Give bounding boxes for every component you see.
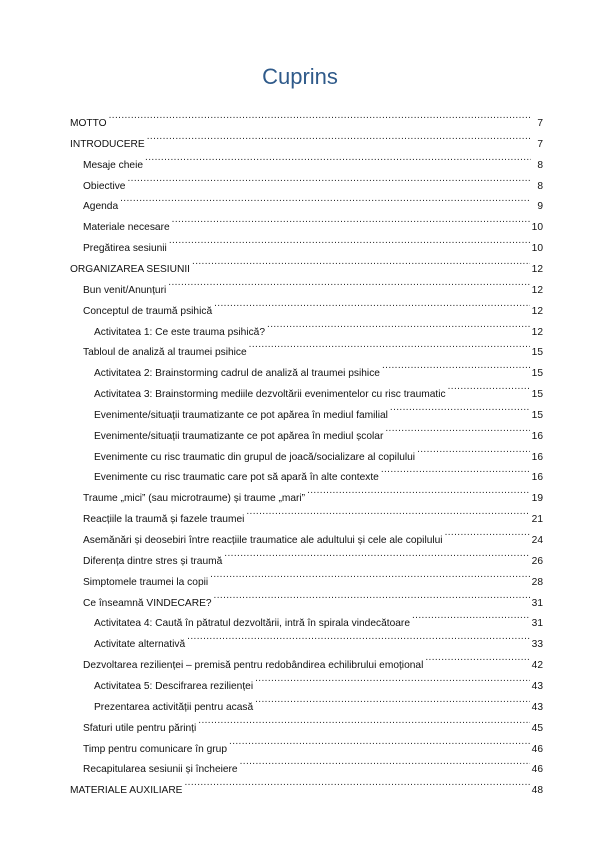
toc-dot-leader	[240, 756, 530, 772]
toc-entry-label: Sfaturi utile pentru părinți	[83, 722, 197, 734]
toc-entry-page-number: 28	[531, 576, 543, 588]
toc-entry[interactable]	[83, 715, 543, 734]
toc-entry[interactable]	[94, 423, 543, 442]
toc-entry-page-number: 15	[531, 368, 543, 380]
toc-entry-page-number: 45	[531, 722, 543, 734]
toc-entry-page-number: 16	[531, 472, 543, 484]
toc-entry-page-number: 21	[531, 514, 543, 526]
toc-dot-leader	[147, 131, 531, 147]
toc-entry-page-number: 12	[531, 284, 543, 296]
toc-entry-page-number: 43	[531, 680, 543, 692]
toc-dot-leader	[267, 319, 530, 335]
toc-entry-page-number: 19	[531, 493, 543, 505]
toc-entry-page-number: 12	[531, 263, 543, 275]
toc-entry[interactable]	[70, 256, 543, 275]
toc-entry[interactable]	[94, 444, 543, 463]
toc-entry-label: Simptomele traumei la copii	[83, 576, 209, 588]
toc-entry-label: Tabloul de analiză al traumei psihice	[83, 347, 247, 359]
toc-dot-leader	[385, 423, 529, 439]
toc-entry[interactable]	[94, 631, 543, 651]
toc-entry[interactable]	[70, 110, 543, 129]
toc-entry[interactable]	[94, 610, 543, 630]
toc-entry-label: Activitatea 2: Brainstorming cadrul de analiză al traumei psihice	[94, 368, 380, 380]
toc-entry-label: Asemănări și deosebiri între reacțiile traumatice ale adultului și cele ale copilului	[83, 535, 443, 546]
toc-entry-label: Agenda	[83, 201, 119, 213]
toc-entry-page-number: 9	[537, 201, 543, 213]
toc-entry[interactable]	[83, 756, 543, 776]
toc-entry-page-number: 8	[537, 159, 543, 171]
toc-entry-page-number: 15	[531, 347, 543, 359]
toc-dot-leader	[169, 235, 530, 251]
toc-entry-label: Traume „mici” (sau microtraume) și traume „mari”	[83, 493, 306, 505]
toc-dot-leader	[382, 360, 530, 376]
toc-entry[interactable]	[94, 673, 543, 692]
toc-dot-leader	[448, 381, 530, 397]
toc-entry[interactable]	[83, 506, 543, 526]
toc-entry-label: MATERIALE AUXILIARE	[70, 785, 183, 797]
toc-entry[interactable]	[83, 485, 543, 505]
toc-dot-leader	[127, 173, 531, 189]
toc-entry[interactable]	[83, 652, 543, 672]
toc-entry-label: Evenimente/situații traumatizante ce pot apărea în mediul familial	[94, 409, 388, 421]
toc-dot-leader	[445, 527, 530, 543]
toc-entry-label: Recapitularea sesiunii și încheiere	[83, 764, 238, 776]
toc-entry[interactable]	[83, 339, 543, 359]
toc-dot-leader	[249, 339, 530, 355]
toc-entry[interactable]	[94, 464, 543, 484]
toc-entry-label: MOTTO	[70, 118, 107, 129]
toc-entry-page-number: 43	[531, 701, 543, 713]
toc-dot-leader	[172, 214, 530, 230]
toc-entry-label: Timp pentru comunicare în grup	[83, 743, 228, 755]
toc-entry[interactable]	[83, 235, 543, 255]
toc-entry[interactable]	[94, 402, 543, 421]
toc-entry[interactable]	[83, 298, 543, 317]
toc-entry[interactable]	[83, 548, 543, 567]
toc-dot-leader	[214, 590, 530, 606]
toc-entry-label: Activitate alternativă	[94, 639, 186, 651]
toc-dot-leader	[255, 694, 530, 710]
toc-entry[interactable]	[83, 527, 543, 546]
toc-entry-page-number: 10	[531, 222, 543, 234]
toc-entry[interactable]	[94, 319, 543, 338]
toc-dot-leader	[224, 548, 529, 564]
toc-entry-label: Evenimente cu risc traumatic din grupul de joacă/socializare al copilului	[94, 451, 416, 463]
toc-entry-page-number: 12	[531, 326, 543, 338]
toc-entry-label: INTRODUCERE	[70, 138, 145, 150]
toc-entry-label: Pregătirea sesiunii	[83, 243, 167, 255]
toc-entry-page-number: 15	[531, 409, 543, 421]
toc-dot-leader	[145, 152, 531, 168]
toc-entry-page-number: 10	[531, 243, 543, 255]
toc-entry-page-number: 42	[531, 660, 543, 672]
toc-entry[interactable]	[83, 569, 543, 588]
toc-entry[interactable]	[83, 590, 543, 609]
toc-dot-leader	[109, 110, 531, 126]
toc-entry-page-number: 26	[531, 555, 543, 567]
toc-entry-page-number: 15	[531, 389, 543, 401]
toc-entry-label: Evenimente cu risc traumatic care pot să apară în alte contexte	[94, 472, 379, 484]
toc-entry-label: ORGANIZAREA SESIUNII	[70, 263, 191, 275]
toc-dot-leader	[229, 736, 530, 752]
toc-dot-leader	[307, 485, 530, 501]
toc-entry-page-number: 31	[531, 597, 543, 609]
toc-entry-page-number: 33	[531, 639, 543, 651]
toc-entry[interactable]	[83, 736, 543, 755]
toc-dot-leader	[417, 444, 530, 460]
toc-dot-leader	[214, 298, 530, 314]
toc-dot-leader	[198, 715, 529, 731]
toc-entry-label: Activitatea 5: Descifrarea rezilienței	[94, 680, 254, 692]
toc-entry-label: Diferența dintre stres și traumă	[83, 555, 223, 567]
toc-dot-leader	[390, 402, 530, 418]
toc-entry[interactable]	[83, 193, 543, 213]
toc-entry-label: Prezentarea activității pentru acasă	[94, 701, 254, 713]
toc-entry-page-number: 16	[531, 430, 543, 442]
toc-dot-leader	[255, 673, 530, 689]
toc-entry-page-number: 7	[537, 118, 543, 129]
toc-entry-label: Activitatea 3: Brainstorming mediile dezvoltării evenimentelor cu risc traumatic	[94, 389, 446, 401]
toc-entry[interactable]	[94, 360, 543, 380]
toc-entry-page-number: 46	[531, 743, 543, 755]
toc-entry-page-number: 7	[537, 138, 543, 150]
toc-dot-leader	[184, 777, 529, 793]
toc-dot-leader	[168, 277, 529, 293]
toc-entry[interactable]	[70, 131, 543, 150]
toc-entry-label: Reacțiile la traumă și fazele traumei	[83, 514, 245, 526]
toc-entry-label: Conceptul de traumă psihică	[83, 305, 213, 317]
toc-entry-label: Ce înseamnă VINDECARE?	[83, 597, 212, 609]
toc-entry[interactable]	[83, 214, 543, 234]
toc-entry-label: Bun venit/Anunțuri	[83, 284, 167, 296]
toc-entry[interactable]	[70, 777, 543, 797]
toc-dot-leader	[412, 610, 530, 626]
toc-entry[interactable]	[83, 173, 543, 192]
toc-entry-page-number: 16	[531, 451, 543, 463]
toc-dot-leader	[425, 652, 529, 668]
toc-entry-label: Obiective	[83, 180, 126, 192]
toc-entry-label: Dezvoltarea rezilienței – premisă pentru redobândirea echilibrului emoțional	[83, 660, 424, 672]
toc-entry-label: Mesaje cheie	[83, 159, 144, 171]
toc-entry[interactable]	[83, 277, 543, 296]
toc-dot-leader	[192, 256, 530, 272]
toc-entry[interactable]	[94, 381, 543, 401]
toc-entry-page-number: 46	[531, 764, 543, 776]
toc-dot-leader	[381, 464, 530, 480]
page-title: Cuprins	[262, 64, 338, 89]
toc-entry-page-number: 48	[531, 785, 543, 797]
toc-entry-page-number: 8	[537, 180, 543, 192]
toc-entry-label: Materiale necesare	[83, 222, 170, 234]
toc-dot-leader	[246, 506, 529, 522]
toc-dot-leader	[120, 193, 531, 209]
toc-entry-page-number: 24	[531, 535, 543, 546]
toc-entry[interactable]	[83, 152, 543, 171]
toc-entry-label: Activitatea 4: Caută în pătratul dezvoltării, intră în spirala vindecătoare	[94, 618, 410, 630]
toc-dot-leader	[210, 569, 530, 585]
toc-entry[interactable]	[94, 694, 543, 713]
toc-entry-label: Evenimente/situații traumatizante ce pot apărea în mediul școlar	[94, 430, 384, 442]
toc-dot-leader	[187, 631, 529, 647]
toc-entry-label: Activitatea 1: Ce este trauma psihică?	[94, 326, 266, 338]
toc-entry-page-number: 12	[531, 305, 543, 317]
toc-entry-page-number: 31	[531, 618, 543, 630]
